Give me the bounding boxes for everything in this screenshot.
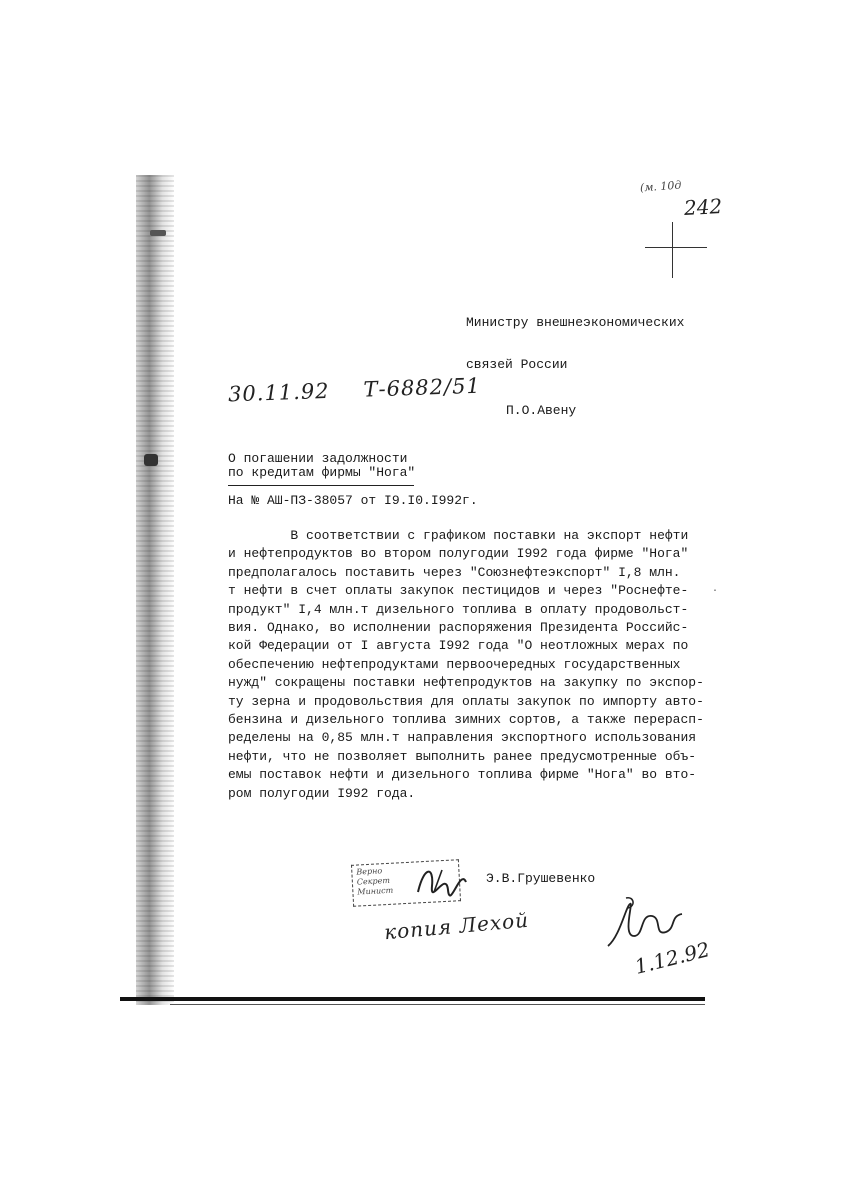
stamp-line-1: Верно bbox=[356, 866, 383, 877]
body-line: нефти, что не позволяет выполнить ранее предусмотренные объ- bbox=[228, 748, 697, 764]
registration-number: Т-6882/51 bbox=[363, 373, 482, 402]
body-line: ределены на 0,85 млн.т направления экспортного использования bbox=[228, 730, 697, 746]
corner-cross-horizontal bbox=[645, 247, 707, 248]
body-line: продукт" I,4 млн.т дизельного топлива в оплату продовольст- bbox=[228, 601, 689, 617]
addressee-name: П.О.Авену bbox=[506, 403, 577, 418]
stamp-line-2: Секрет bbox=[356, 875, 391, 887]
body-line: кой Федерации от I августа I992 года "О неотложных мерах по bbox=[228, 638, 689, 654]
handwritten-registration bbox=[228, 374, 482, 407]
corner-page-number: 242 bbox=[683, 194, 723, 220]
body-line: ту зерна и продовольствия для оплаты закупок по импорту авто- bbox=[228, 693, 704, 709]
body-line: т нефти в счет оплаты закупок пестицидов и через "Роснефте- bbox=[228, 583, 689, 599]
body-line: емы поставок нефти и дизельного топлива фирме "Нога" во вто- bbox=[228, 767, 697, 783]
signer-name: Э.В.Грушевенко bbox=[486, 871, 596, 886]
body-line: обеспечению нефтепродуктами первоочередных государственных bbox=[228, 656, 681, 672]
binding-hole-mark bbox=[144, 454, 158, 466]
letter-body bbox=[228, 527, 708, 803]
body-line: вия. Однако, во исполнении распоряжения Президента Российс- bbox=[228, 620, 689, 636]
subject-underline bbox=[228, 485, 414, 486]
corner-handwritten-note: (м. 10д bbox=[639, 178, 682, 195]
stamp-line-3: Минист bbox=[357, 885, 394, 897]
handwritten-resolution: копия Лехой bbox=[383, 907, 530, 945]
body-line: ром полугодии I992 года. bbox=[228, 785, 416, 801]
scanned-binding-edge bbox=[136, 175, 174, 1005]
reference-line: На № АШ-ПЗ-38057 от I9.I0.I992г. bbox=[228, 493, 478, 508]
addressee-line-1: Министру внешнеэкономических bbox=[466, 315, 685, 330]
signature-date: 1.12.92 bbox=[632, 937, 713, 979]
stamp-signature-scribble bbox=[412, 862, 472, 902]
subject-line-2: по кредитам фирмы "Нога" bbox=[228, 465, 416, 480]
body-line: нужд" сокращены поставки нефтепродуктов на закупку по экспор- bbox=[228, 675, 704, 691]
body-line: В соответствии с графиком поставки на экспорт нефти bbox=[228, 528, 689, 543]
subject-line-1: О погашении задолжности bbox=[228, 451, 408, 466]
corner-cross-vertical bbox=[672, 222, 673, 278]
binding-staple-mark bbox=[150, 230, 166, 236]
page-bottom-edge-line bbox=[120, 997, 705, 1001]
addressee-line-2: связей России bbox=[466, 357, 568, 372]
addressee-block bbox=[466, 288, 684, 446]
body-line: предполагалось поставить через "Союзнефтеэкспорт" I,8 млн. bbox=[228, 564, 681, 580]
page-bottom-edge-shadow bbox=[170, 1004, 705, 1005]
subject-block bbox=[228, 452, 415, 480]
body-line: и нефтепродуктов во втором полугодии I992 года фирме "Нога" bbox=[228, 546, 689, 562]
registration-date: 30.11.92 bbox=[227, 378, 330, 407]
body-line: бензина и дизельного топлива зимних сортов, а также перерасп- bbox=[228, 712, 704, 728]
margin-mark: · bbox=[712, 586, 719, 597]
